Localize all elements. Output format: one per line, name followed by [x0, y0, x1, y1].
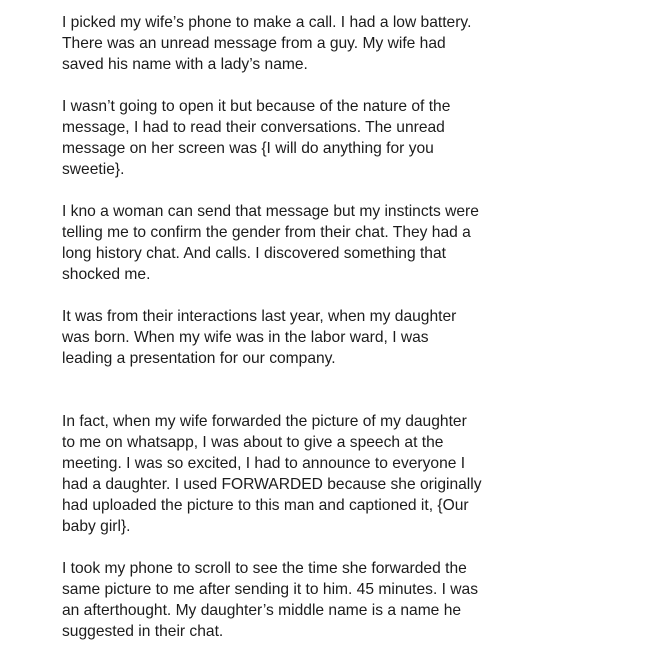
paragraph-6: I took my phone to scroll to see the time she forwarded the same picture to me after sending it to him. 45 minutes. I was an afterthought. My daughter’s middle name is a name he suggested in their chat.: [62, 560, 479, 640]
paragraph-4: It was from their interactions last year, when my daughter was born. When my wife was in the labor ward, I was leading a presentation for our company.: [62, 308, 457, 367]
paragraph-1: I picked my wife’s phone to make a call. I had a low battery. There was an unread message from a guy. My wife had saved his name with a lady’s name.: [62, 14, 472, 73]
paragraph-2: I wasn’t going to open it but because of the nature of the message, I had to read their conversations. The unread message on her screen was {I will do anything for you sweetie}.: [62, 98, 451, 178]
paragraph-3: I kno a woman can send that message but my instincts were telling me to confirm the gender from their chat. They had a long history chat. And calls. I discovered something that shocked me.: [62, 203, 479, 283]
paragraph-5: In fact, when my wife forwarded the picture of my daughter to me on whatsapp, I was about to give a speech at the meeting. I was so excited, I had to announce to everyone I had a daughter. I used FORWARDED because she originally had uploaded the picture to this man and captioned it, {Our baby girl}.: [62, 413, 482, 535]
post-text: [62, 12, 512, 663]
